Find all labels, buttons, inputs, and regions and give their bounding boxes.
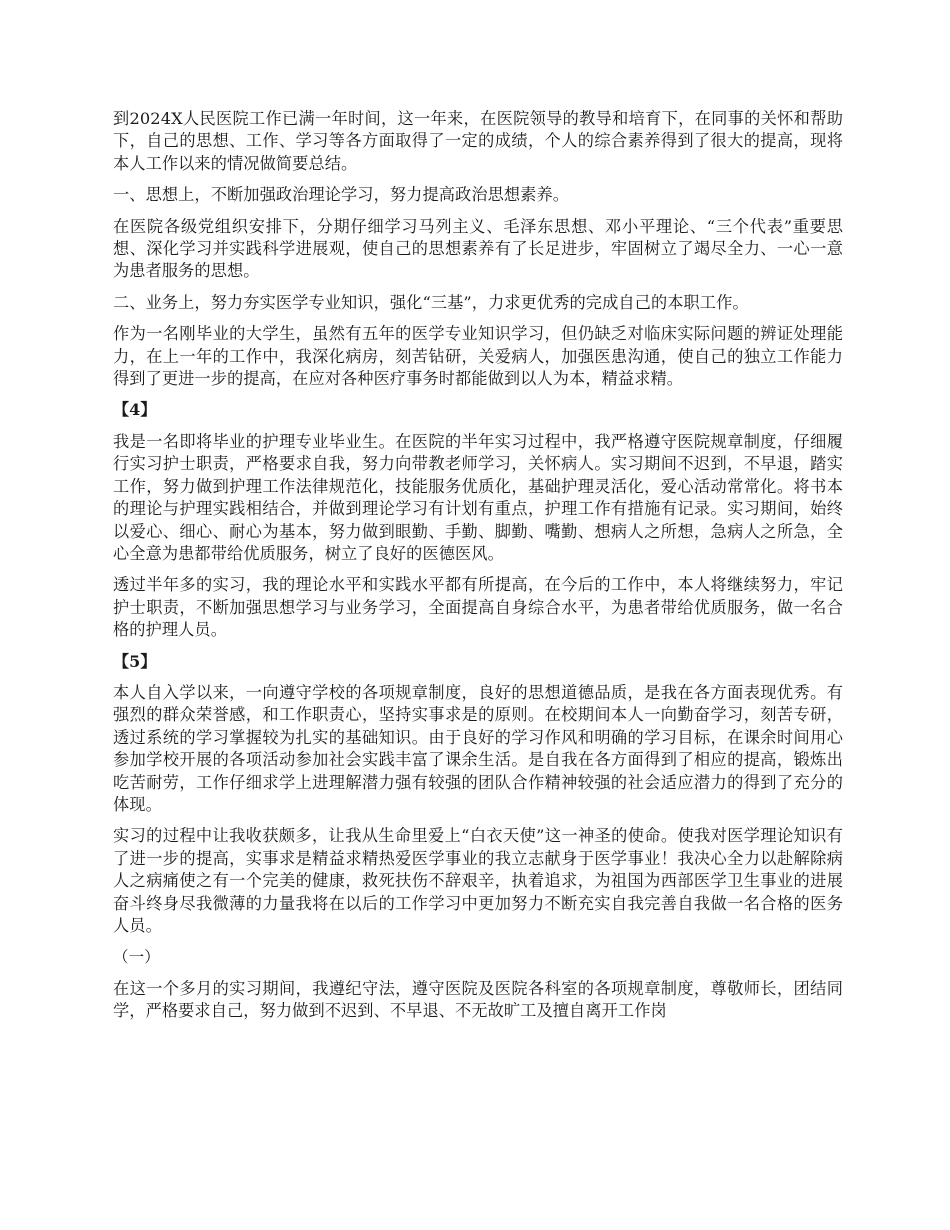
section-marker-5: 【5】 — [113, 651, 157, 671]
nursing-paragraph: 我是一名即将毕业的护理专业毕业生。在医院的半年实习过程中，我严格遵守医院规章制度，仔细履行实习护士职责，严格要求自我，努力向带教老师学习，关怀病人。实习期间不迟到，不早退，踏实工作，努力做到护理工作法律规范化，技能服务优质化，基础护理灵活化，爱心活动常常化。将书本的理论与护理实践相结合，并做到理论学习有计划有重点，护理工作有措施有记录。实习期间，始终以爱心、细心、耐心为基本，努力做到眼勤、手勤、脚勤、嘴勤、想病人之所想，急病人之所急，全心全意为患都带给优质服务，树立了良好的医德医风。 — [113, 431, 843, 563]
student-paragraph: 本人自入学以来，一向遵守学校的各项规章制度，良好的思想道德品质，是我在各方面表现优秀。有强烈的群众荣誉感，和工作职责心，坚持实事求是的原则。在校期间本人一向勤奋学习，刻苦专研，透过系统的学习掌握较为扎实的基础知识。由于良好的学习作风和明确的学习目标，在课余时间用心参加学校开展的各项活动参加社会实践丰富了课余生活。是自我在各方面得到了相应的提高，锻炼出吃苦耐劳，工作仔细求学上进理解潜力强有较强的团队合作精神较强的社会适应潜力的得到了充分的体现。 — [113, 682, 843, 814]
nursing-summary-paragraph: 透过半年多的实习，我的理论水平和实践水平都有所提高，在今后的工作中，本人将继续努力，牢记护士职责，不断加强思想学习与业务学习，全面提高自身综合水平，为患者带给优质服务，做一名合格的护理人员。 — [113, 575, 843, 640]
section-heading-ideology: 一、思想上，不断加强政治理论学习，努力提高政治思想素养。 — [113, 185, 570, 205]
section-marker-4: 【4】 — [113, 400, 157, 420]
intro-paragraph: 到2024X人民医院工作已满一年时间，这一年来，在医院领导的教导和培育下，在同事的关怀和帮助下，自己的思想、工作、学习等各方面取得了一定的成绩，个人的综合素养得到了很大的提高，现将本人工作以来的情况做简要总结。 — [113, 109, 843, 173]
section-heading-business: 二、业务上，努力夯实医学专业知识，强化“三基”，力求更优秀的完成自己的本职工作。 — [113, 292, 749, 312]
document-page — [113, 108, 843, 1032]
ideology-paragraph: 在医院各级党组织安排下，分期仔细学习马列主义、毛泽东思想、邓小平理论、“三个代表”重要思想、深化学习并实践科学进展观，使自己的思想素养有了长足进步，牢固树立了竭尽全力、一心一意为患者服务的思想。 — [113, 216, 843, 281]
discipline-paragraph: 在这一个多月的实习期间，我遵纪守法，遵守医院及医院各科室的各项规章制度，尊敬师长，团结同学，严格要求自己，努力做到不迟到、不早退、不无故旷工及擅自离开工作岗 — [113, 978, 843, 1021]
internship-paragraph: 实习的过程中让我收获颇多，让我从生命里爱上“白衣天使”这一神圣的使命。使我对医学理论知识有了进一步的提高，实事求是精益求精热爱医学事业的我立志献身于医学事业！我决心全力以赴解除病人之病痛使之有一个完美的健康，救死扶伤不辞艰辛，执着追求，为祖国为西部医学卫生事业的进展奋斗终身尽我微薄的力量我将在以后的工作学习中更加努力不断充实自我完善自我做一名合格的医务人员。 — [113, 826, 843, 935]
section-marker-one: （一） — [113, 948, 160, 967]
business-paragraph: 作为一名刚毕业的大学生，虽然有五年的医学专业知识学习，但仍缺乏对临床实际问题的辨证处理能力，在上一年的工作中，我深化病房，刻苦钻研，关爱病人，加强医患沟通，使自己的独立工作能力得到了更进一步的提高，在应对各种医疗事务时都能做到以人为本，精益求精。 — [113, 324, 843, 389]
